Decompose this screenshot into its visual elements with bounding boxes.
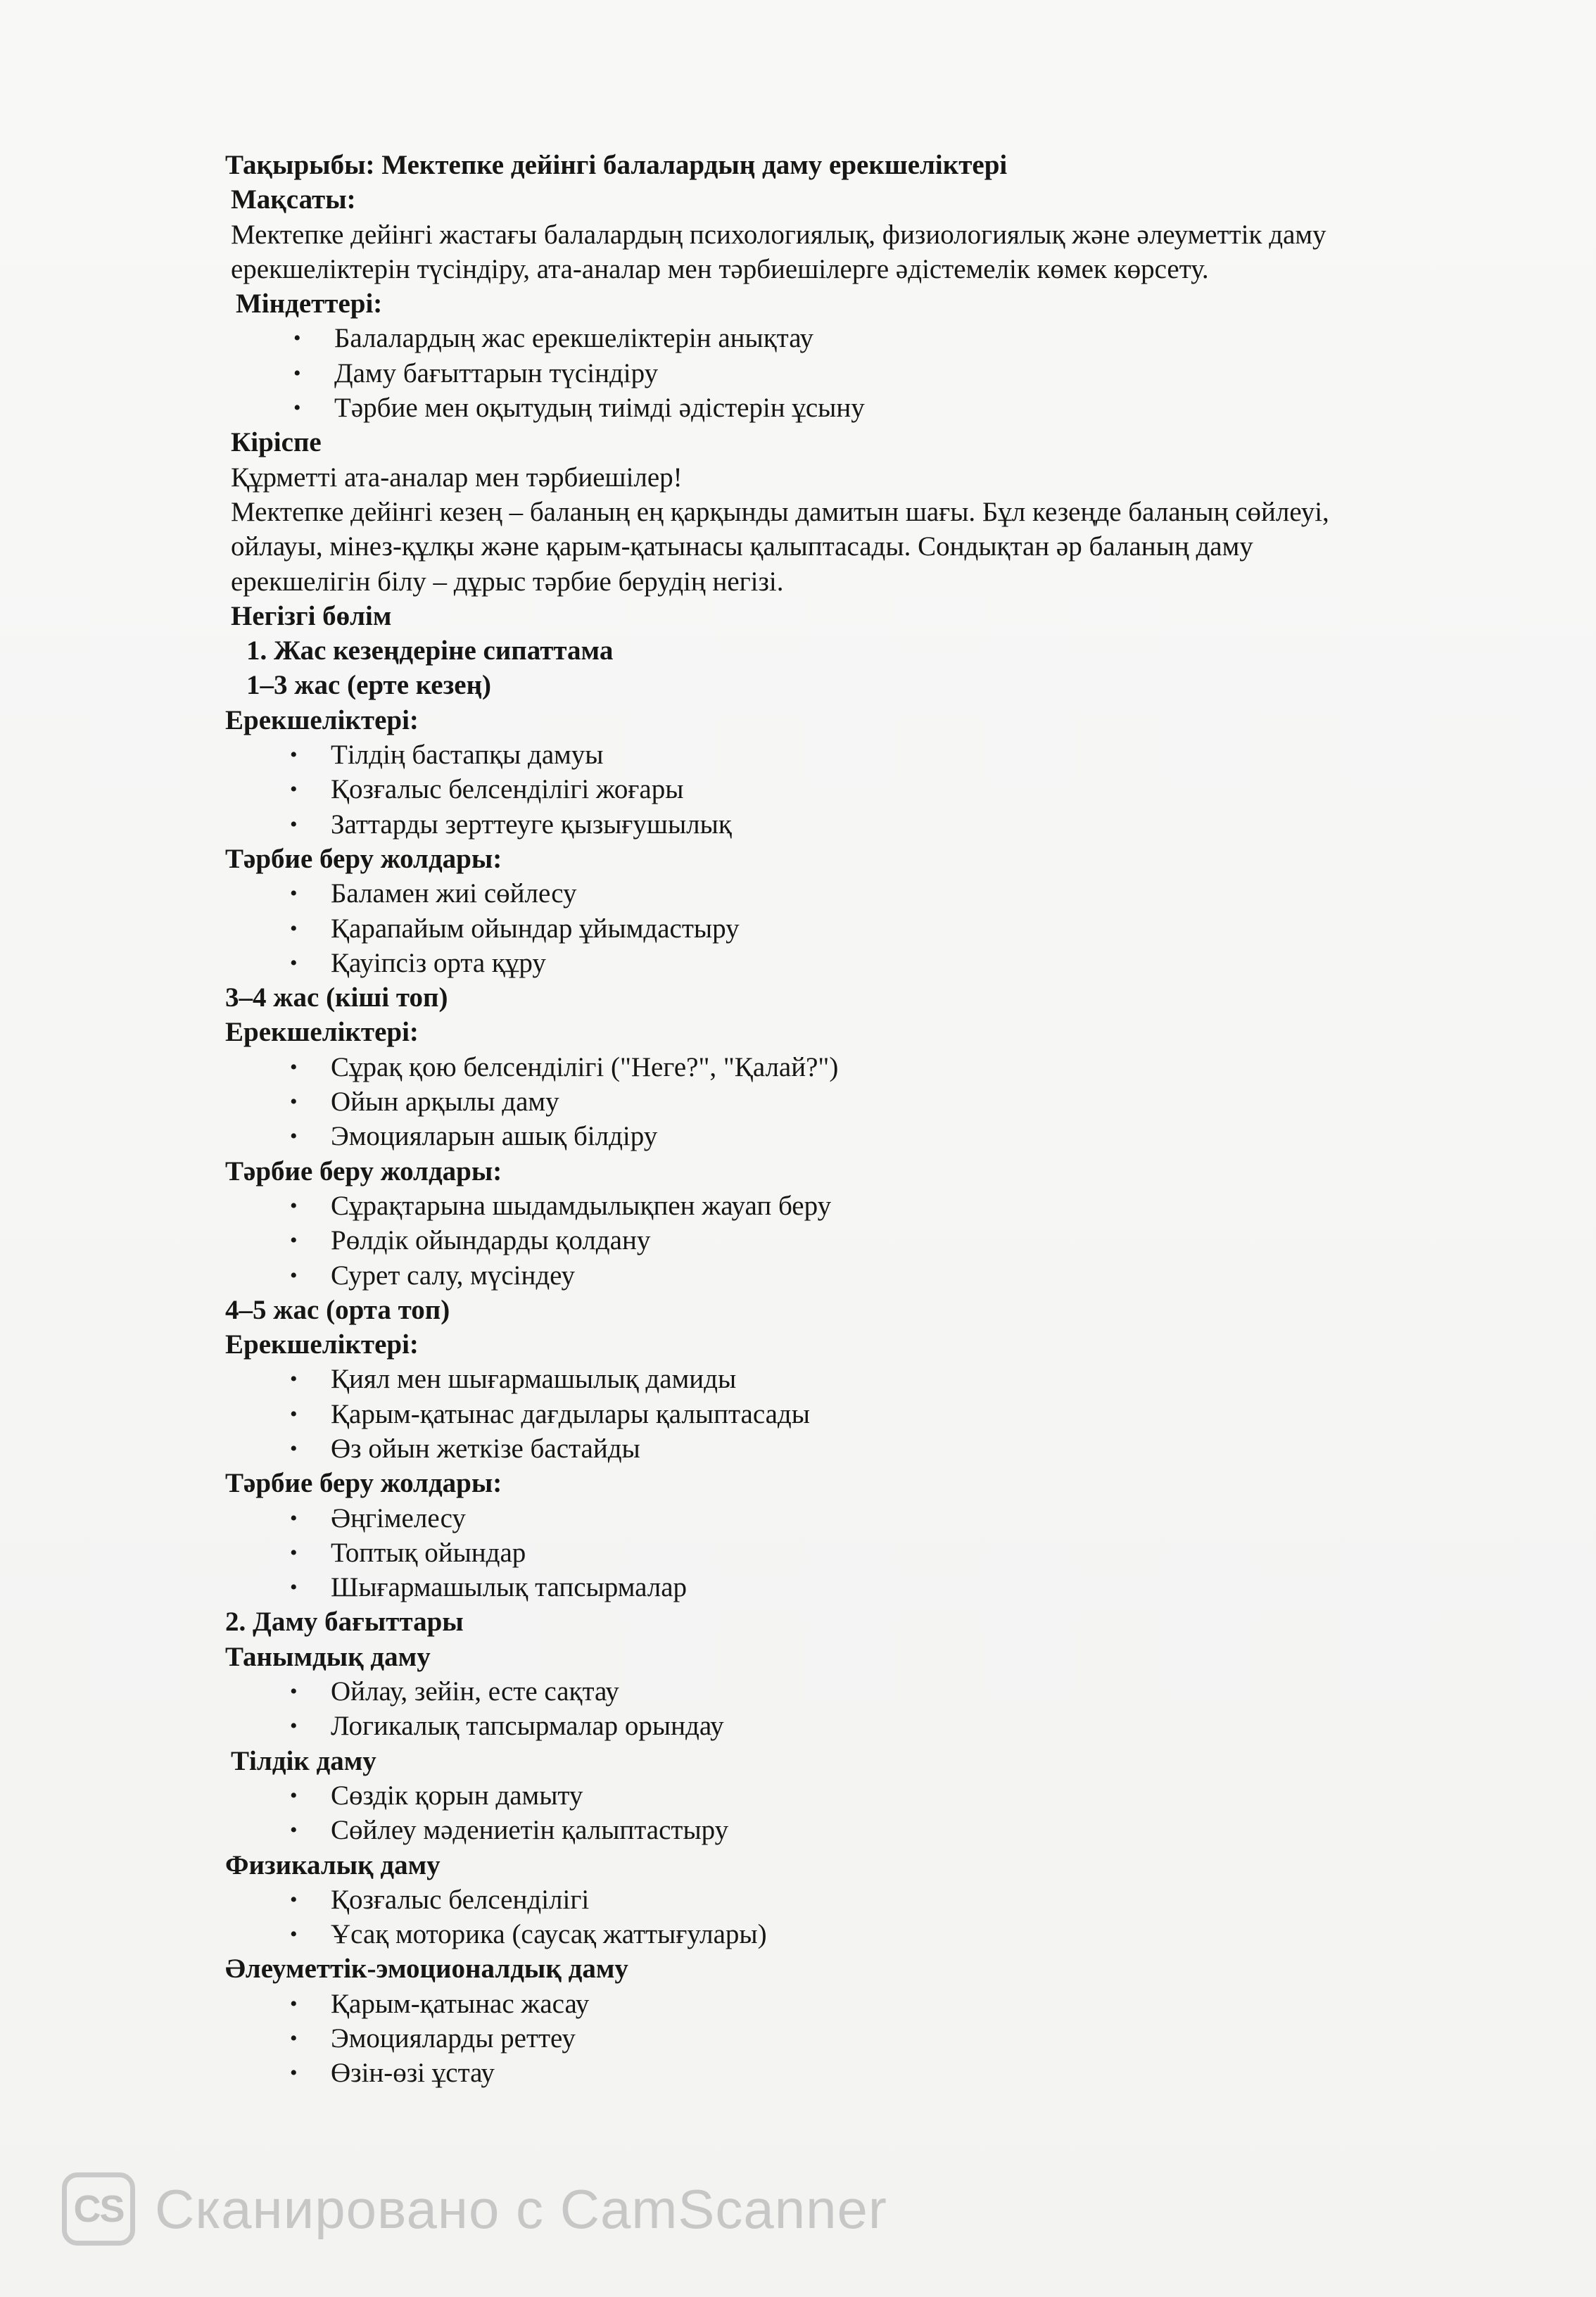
- list-item-text: Өз ойын жеткізе бастайды: [331, 1433, 640, 1464]
- features-heading: Ерекшеліктері:: [225, 1017, 419, 1048]
- list-item-text: Топтық ойындар: [331, 1537, 526, 1568]
- list-item: [225, 1709, 1492, 1743]
- list-item-text: Сөйлеу мәдениетін қалыптастыру: [331, 1815, 729, 1846]
- bullet-icon: •: [290, 1887, 298, 1911]
- bullet-icon: •: [290, 1194, 298, 1217]
- bullet-icon: •: [290, 1540, 298, 1564]
- bullet-icon: •: [290, 951, 298, 975]
- list-item-text: Сұрақтарына шыдамдылықпен жауап беру: [331, 1190, 832, 1221]
- bullet-icon: •: [290, 1506, 298, 1530]
- list-item: [225, 1987, 1492, 2021]
- list-item: [225, 1397, 1492, 1431]
- direction-heading: Әлеуметтік-эмоционалдық даму: [225, 1954, 628, 1985]
- bullet-icon: •: [290, 1263, 298, 1287]
- intro-text-line: Мектепке дейінгі кезең – баланың ең қарқынды дамитын шағы. Бұл кезеңде баланың сөйлеуі,: [231, 496, 1329, 527]
- bullet-icon: •: [290, 1680, 298, 1704]
- list-item-text: Заттарды зерттеуге қызығушылық: [331, 809, 732, 840]
- bullet-icon: •: [290, 1818, 298, 1842]
- upbringing-heading: Тәрбие беру жолдары:: [225, 1468, 502, 1499]
- intro-greeting: Құрметті ата-аналар мен тәрбиешілер!: [231, 462, 683, 493]
- list-item-text: Ұсақ моторика (саусақ жаттығулары): [331, 1919, 767, 1950]
- list-item-text: Баламен жиі сөйлесу: [331, 878, 577, 909]
- bullet-icon: •: [293, 396, 301, 420]
- list-item-text: Тәрбие мен оқытудың тиімді әдістерін ұсыну: [334, 393, 865, 424]
- list-item-text: Даму бағыттарын түсіндіру: [334, 357, 659, 388]
- bullet-icon: •: [290, 2027, 298, 2051]
- bullet-icon: •: [290, 1402, 298, 1426]
- goal-text-line: Мектепке дейінгі жастағы балалардың психологиялық, физиологиялық және әлеуметтік даму: [231, 219, 1326, 250]
- bullet-icon: •: [290, 1992, 298, 2016]
- bullet-icon: •: [290, 1783, 298, 1807]
- upbringing-heading: Тәрбие беру жолдары:: [225, 843, 502, 874]
- section-heading: 2. Даму бағыттары: [225, 1607, 464, 1638]
- list-item: [225, 1223, 1492, 1258]
- list-item: [225, 1536, 1492, 1570]
- list-item-text: Сурет салу, мүсіндеу: [331, 1260, 576, 1291]
- section-heading: 1. Жас кезеңдеріне сипаттама: [246, 635, 614, 666]
- list-item: [225, 1778, 1492, 1813]
- bullet-icon: •: [290, 1125, 298, 1148]
- goal-text-line: ерекшеліктерін түсіндіру, ата-аналар мен тәрбиешілерге әдістемелік көмек көрсету.: [231, 253, 1209, 284]
- list-item: [225, 2056, 1492, 2090]
- document-title: Тақырыбы: Мектепке дейінгі балалардың даму ерекшеліктері: [225, 150, 1008, 180]
- document-body: [225, 148, 1492, 2091]
- list-item-text: Сөздік қорын дамыту: [331, 1780, 583, 1811]
- list-item: [225, 1882, 1492, 1917]
- bullet-icon: •: [290, 1436, 298, 1460]
- list-item: [225, 2021, 1492, 2056]
- bullet-icon: •: [290, 1055, 298, 1079]
- features-heading: Ерекшеліктері:: [225, 704, 419, 735]
- list-item-text: Әңгімелесу: [331, 1502, 466, 1533]
- list-item-text: Қарым-қатынас жасау: [331, 1988, 590, 2019]
- list-item: [225, 1570, 1492, 1605]
- list-item: [225, 1258, 1492, 1293]
- list-item-text: Қиял мен шығармашылық дамиды: [331, 1364, 737, 1395]
- list-item-text: Қарапайым ойындар ұйымдастыру: [331, 913, 740, 944]
- list-item-text: Қауіпсіз орта құру: [331, 947, 546, 978]
- camscanner-watermark: [62, 2170, 887, 2248]
- list-item-text: Балалардың жас ерекшеліктерін анықтау: [334, 323, 814, 354]
- list-item-text: Тілдің бастапқы дамуы: [331, 740, 604, 771]
- bullet-icon: •: [293, 327, 301, 350]
- bullet-icon: •: [290, 916, 298, 940]
- bullet-icon: •: [290, 1090, 298, 1114]
- list-item: [225, 807, 1492, 842]
- list-item-text: Қозғалыс белсенділігі: [331, 1884, 590, 1915]
- list-item: [225, 1917, 1492, 1951]
- list-item: [225, 1501, 1492, 1536]
- intro-text-line: ерекшелігін білу – дұрыс тәрбие берудің негізі.: [231, 566, 784, 597]
- main-heading: Негізгі бөлім: [231, 600, 392, 631]
- bullet-icon: •: [293, 361, 301, 385]
- list-item-text: Логикалық тапсырмалар орындау: [331, 1711, 724, 1742]
- watermark-text: Сканировано с CamScanner: [155, 2177, 887, 2240]
- list-item-text: Ойлау, зейін, есте сақтау: [331, 1676, 619, 1707]
- list-item: [225, 321, 1492, 355]
- list-item: [225, 946, 1492, 980]
- list-item-text: Өзін-өзі ұстау: [331, 2058, 495, 2089]
- tasks-heading: Міндеттері:: [236, 289, 383, 319]
- list-item: [225, 876, 1492, 911]
- list-item: [225, 1674, 1492, 1709]
- list-item: [225, 1813, 1492, 1847]
- bullet-icon: •: [290, 1576, 298, 1600]
- age-group-heading: 4–5 жас (орта топ): [225, 1294, 450, 1325]
- bullet-icon: •: [290, 2061, 298, 2085]
- list-item-text: Қозғалыс белсенділігі жоғары: [331, 774, 684, 805]
- intro-heading: Кіріспе: [231, 427, 322, 458]
- list-item: [225, 356, 1492, 391]
- direction-heading: Танымдық даму: [225, 1641, 431, 1672]
- bullet-icon: •: [290, 743, 298, 767]
- list-item: [225, 1119, 1492, 1153]
- list-item-text: Шығармашылық тапсырмалар: [331, 1572, 688, 1603]
- list-item-text: Ойын арқылы даму: [331, 1087, 559, 1118]
- camscanner-logo-icon: CS: [62, 2172, 135, 2246]
- features-heading: Ерекшеліктері:: [225, 1329, 419, 1360]
- bullet-icon: •: [290, 1923, 298, 1947]
- list-item: [225, 1189, 1492, 1223]
- intro-text-line: ойлауы, мінез-құлқы және қарым-қатынасы қалыптасады. Сондықтан әр баланың даму: [231, 531, 1253, 562]
- list-item-text: Рөлдік ойындарды қолдану: [331, 1225, 651, 1256]
- list-item: [225, 772, 1492, 806]
- age-group-heading: 1–3 жас (ерте кезең): [246, 670, 492, 701]
- list-item: [225, 391, 1492, 425]
- list-item-text: Эмоцияларды реттеу: [331, 2023, 576, 2054]
- list-item: [225, 1431, 1492, 1466]
- bullet-icon: •: [290, 778, 298, 802]
- list-item: [225, 1362, 1492, 1396]
- list-item: [225, 1050, 1492, 1084]
- bullet-icon: •: [290, 1229, 298, 1253]
- direction-heading: Тілдік даму: [231, 1745, 376, 1776]
- list-item: [225, 738, 1492, 772]
- list-item: [225, 911, 1492, 946]
- list-item-text: Эмоцияларын ашық білдіру: [331, 1121, 658, 1152]
- list-item-text: Сұрақ қою белсенділігі ("Неге?", "Қалай?"): [331, 1051, 839, 1082]
- bullet-icon: •: [290, 1367, 298, 1391]
- list-item: [225, 1084, 1492, 1119]
- direction-heading: Физикалық даму: [225, 1849, 441, 1880]
- bullet-icon: •: [290, 812, 298, 836]
- list-item-text: Қарым-қатынас дағдылары қалыптасады: [331, 1398, 810, 1429]
- age-group-heading: 3–4 жас (кіші топ): [225, 982, 448, 1013]
- bullet-icon: •: [290, 882, 298, 906]
- goal-heading: Мақсаты:: [231, 184, 356, 215]
- bullet-icon: •: [290, 1714, 298, 1738]
- upbringing-heading: Тәрбие беру жолдары:: [225, 1156, 502, 1187]
